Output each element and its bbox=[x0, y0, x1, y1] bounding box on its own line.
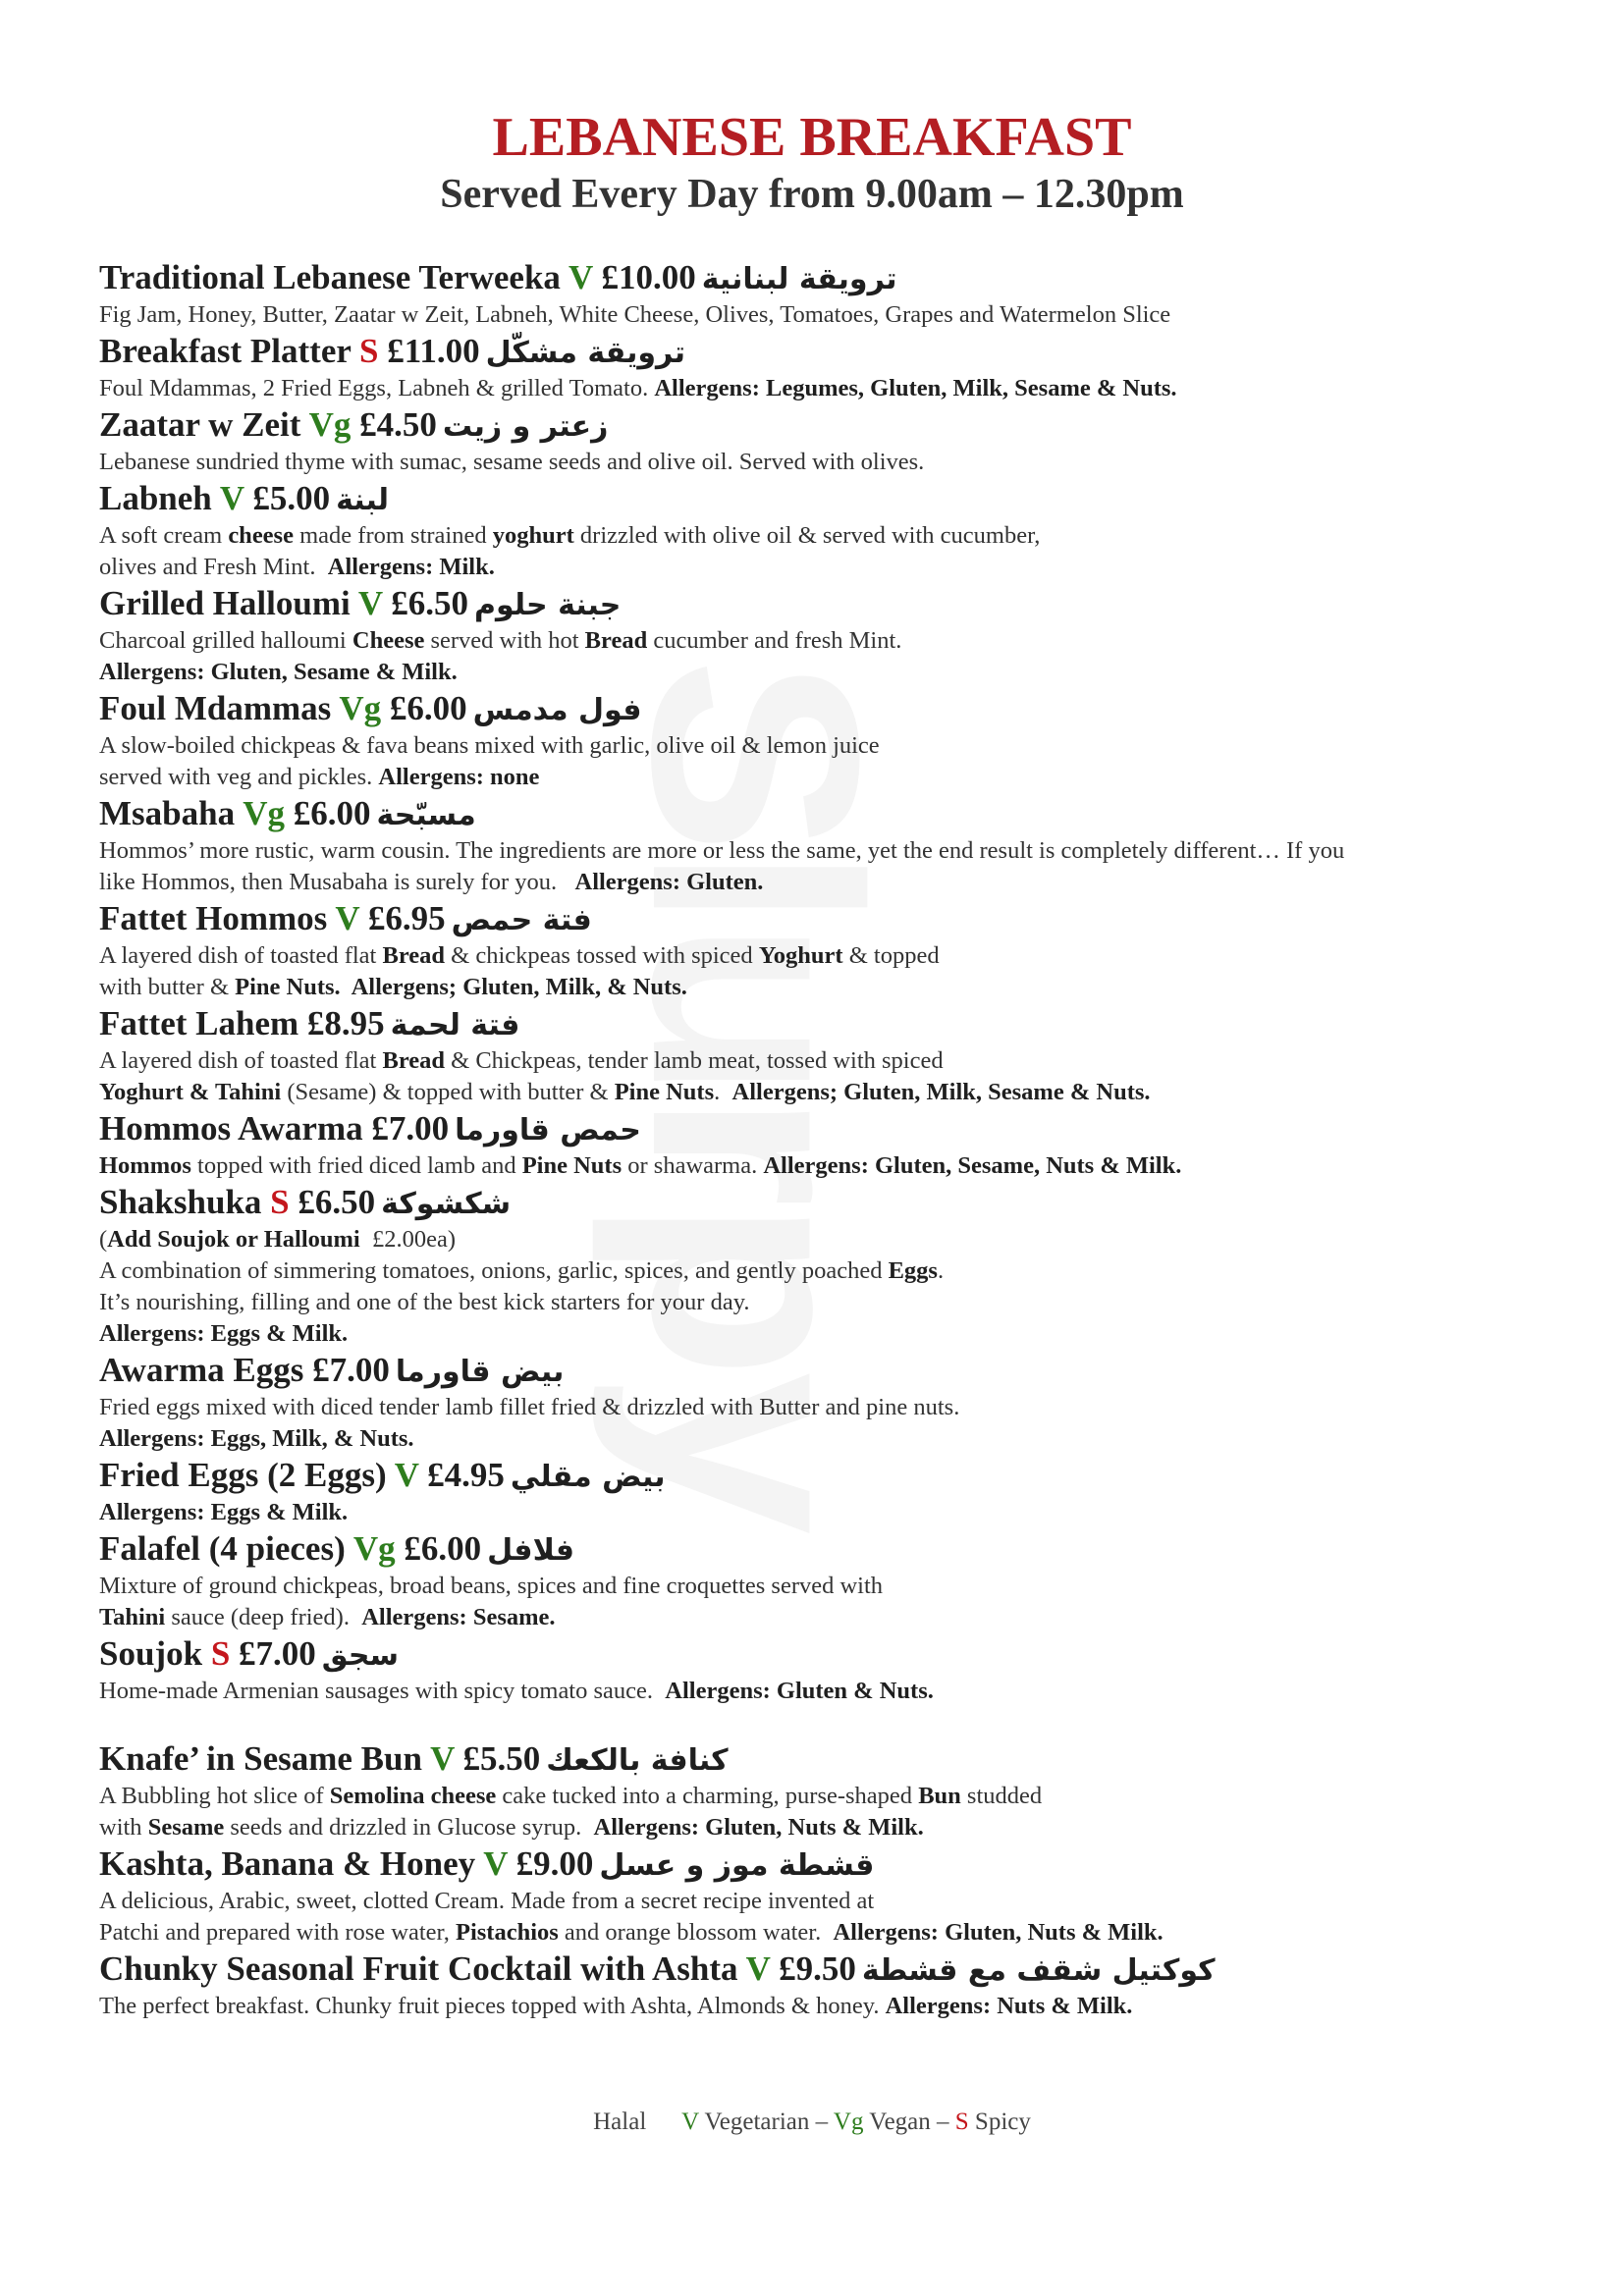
description-text: Allergens: Gluten, Sesame, Nuts & Milk. bbox=[763, 1152, 1182, 1179]
description-text: Fig Jam, Honey, Butter, Zaatar w Zeit, Labneh, White Cheese, Olives, Tomatoes, Grapes and Watermelon Slice bbox=[99, 301, 1171, 328]
menu-item-heading bbox=[99, 583, 1533, 625]
menu-item-description bbox=[99, 373, 1533, 404]
description-text: served with hot bbox=[424, 627, 585, 654]
description-text: sauce (deep fried). bbox=[165, 1604, 362, 1630]
menu-item-name: Fattet Hommos bbox=[99, 899, 328, 937]
menu-item-heading bbox=[99, 404, 1533, 447]
menu-item-description bbox=[99, 1224, 1533, 1350]
description-text: Yoghurt & Tahini bbox=[99, 1079, 282, 1105]
legend bbox=[0, 2109, 1624, 2136]
description-text: Allergens: none bbox=[378, 764, 540, 790]
menu-item-price: £8.95 bbox=[306, 1004, 385, 1042]
menu-item-price: £6.00 bbox=[404, 1529, 482, 1568]
description-text: Pine Nuts bbox=[614, 1079, 715, 1105]
menu-item-name: Traditional Lebanese Terweeka bbox=[99, 258, 561, 296]
menu-item-heading bbox=[99, 1108, 1533, 1150]
menu-item-name: Chunky Seasonal Fruit Cocktail with Ashta bbox=[99, 1949, 738, 1988]
menu-item-price: £9.50 bbox=[779, 1949, 856, 1988]
description-text: £2.00ea) bbox=[359, 1226, 457, 1253]
menu-item-arabic-name: جبنة حلوم bbox=[473, 588, 622, 622]
menu-item-name: Awarma Eggs bbox=[99, 1351, 304, 1389]
description-text: Tahini bbox=[99, 1604, 166, 1630]
menu-item-name: Foul Mdammas bbox=[99, 689, 332, 727]
menu-item bbox=[99, 1455, 1533, 1528]
diet-tag: S bbox=[210, 1634, 231, 1673]
page-title: LEBANESE BREAKFAST bbox=[492, 107, 1132, 168]
description-text: Allergens: Sesame. bbox=[361, 1604, 556, 1630]
menu-list bbox=[99, 257, 1533, 2022]
menu-item-heading bbox=[99, 1738, 1533, 1781]
description-text: & Chickpeas, tender lamb meat, tossed with spiced bbox=[445, 1047, 944, 1074]
halal-label: Halal bbox=[593, 2109, 647, 2135]
description-text: Home-made Armenian sausages with spicy tomato sauce. bbox=[99, 1678, 666, 1704]
description-text: Eggs bbox=[888, 1257, 938, 1284]
menu-item-heading bbox=[99, 478, 1533, 520]
diet-tag: Vg bbox=[352, 1529, 396, 1568]
menu-item bbox=[99, 1108, 1533, 1182]
menu-item bbox=[99, 478, 1533, 583]
menu-item bbox=[99, 1003, 1533, 1108]
description-text: Allergens: Gluten, Sesame & Milk. bbox=[99, 659, 458, 685]
description-text: A soft cream bbox=[99, 522, 229, 549]
diet-tag: S bbox=[270, 1183, 290, 1221]
diet-tag: V bbox=[745, 1949, 771, 1988]
description-text: The perfect breakfast. Chunky fruit pieces topped with Ashta, Almonds & honey. bbox=[99, 1993, 886, 2019]
menu-item-price: £7.00 bbox=[312, 1351, 390, 1389]
description-text: Allergens: Gluten, Nuts & Milk. bbox=[833, 1919, 1164, 1946]
menu-item-arabic-name: فتة حمص bbox=[451, 903, 592, 937]
legend-vg: Vg bbox=[833, 2109, 864, 2135]
description-text: Mixture of ground chickpeas, broad beans, spices and fine croquettes served with bbox=[99, 1573, 884, 1599]
menu-item-heading bbox=[99, 793, 1533, 835]
description-text: ( bbox=[99, 1226, 108, 1253]
description-text: studded bbox=[960, 1783, 1043, 1809]
menu-item-name: Kashta, Banana & Honey bbox=[99, 1844, 476, 1883]
description-text: yoghurt bbox=[492, 522, 574, 549]
description-text: Patchi and prepared with rose water, bbox=[99, 1919, 456, 1946]
description-text: (Sesame) & topped with butter & bbox=[281, 1079, 615, 1105]
menu-item-arabic-name: سجق bbox=[321, 1638, 399, 1673]
description-text: with butter & bbox=[99, 974, 236, 1000]
description-text: cake tucked into a charming, purse-shaped bbox=[496, 1783, 919, 1809]
menu-item-description bbox=[99, 1150, 1533, 1182]
description-text: Pistachios bbox=[455, 1919, 559, 1946]
description-text: A combination of simmering tomatoes, onions, garlic, spices, and gently poached bbox=[99, 1257, 889, 1284]
description-text: A delicious, Arabic, sweet, clotted Cream. Made from a secret recipe invented at bbox=[99, 1888, 875, 1914]
description-text: Hommos’ more rustic, warm cousin. The ingredients are more or less the same, yet the end result is completely different… If you bbox=[99, 837, 1345, 864]
description-text: Pine Nuts bbox=[521, 1152, 623, 1179]
description-text: with bbox=[99, 1814, 148, 1841]
description-text: Sesame bbox=[147, 1814, 225, 1841]
legend-v: V bbox=[681, 2109, 699, 2135]
description-text: & chickpeas tossed with spiced bbox=[445, 942, 759, 969]
diet-tag: V bbox=[568, 258, 593, 296]
menu-item-price: £7.00 bbox=[239, 1634, 316, 1673]
description-text: Allergens: Gluten, Nuts & Milk. bbox=[593, 1814, 924, 1841]
menu-item-arabic-name: ترويقة مشكّل bbox=[485, 336, 685, 370]
menu-item bbox=[99, 898, 1533, 1003]
menu-item-name: Fried Eggs (2 Eggs) bbox=[99, 1456, 387, 1494]
menu-item bbox=[99, 1738, 1533, 1843]
description-text: Fried eggs mixed with diced tender lamb fillet fried & drizzled with Butter and pine nuts. bbox=[99, 1394, 960, 1420]
description-text: made from strained bbox=[293, 522, 493, 549]
menu-item-name: Breakfast Platter bbox=[99, 332, 352, 370]
menu-item-heading bbox=[99, 688, 1533, 730]
menu-item-heading bbox=[99, 1455, 1533, 1497]
description-text: Yoghurt bbox=[758, 942, 843, 969]
description-text: Allergens: Eggs & Milk. bbox=[99, 1499, 349, 1525]
menu-item-description bbox=[99, 835, 1533, 898]
menu-item-arabic-name: بيض مقلي bbox=[510, 1460, 666, 1494]
description-text: It’s nourishing, filling and one of the best kick starters for your day. bbox=[99, 1289, 750, 1315]
description-text: Hommos bbox=[99, 1152, 191, 1179]
description-text: like Hommos, then Musabaha is surely for you. bbox=[99, 869, 575, 895]
description-text: A Bubbling hot slice of bbox=[99, 1783, 330, 1809]
menu-item-description bbox=[99, 1392, 1533, 1455]
description-text: Allergens: Eggs, Milk, & Nuts. bbox=[99, 1425, 414, 1452]
menu-item-arabic-name: فلافل bbox=[487, 1533, 574, 1568]
menu-item-name: Soujok bbox=[99, 1634, 203, 1673]
description-text: A slow-boiled chickpeas & fava beans mixed with garlic, olive oil & lemon juice bbox=[99, 732, 880, 759]
description-text: . bbox=[714, 1079, 732, 1105]
description-text: cheese bbox=[228, 522, 294, 549]
menu-item-arabic-name: لبنة bbox=[336, 483, 390, 517]
legend-s-text: Spicy bbox=[968, 2109, 1031, 2135]
menu-item bbox=[99, 1949, 1533, 2022]
menu-item bbox=[99, 1528, 1533, 1633]
description-text: olives and Fresh Mint. bbox=[99, 554, 328, 580]
description-text: cucumber and fresh Mint. bbox=[647, 627, 902, 654]
diet-tag: V bbox=[394, 1456, 419, 1494]
description-text: drizzled with olive oil & served with cucumber, bbox=[573, 522, 1041, 549]
menu-item-price: £5.00 bbox=[252, 479, 331, 517]
menu-item-arabic-name: فتة لحمة bbox=[390, 1008, 520, 1042]
diet-tag: Vg bbox=[339, 689, 382, 727]
description-text: seeds and drizzled in Glucose syrup. bbox=[224, 1814, 594, 1841]
menu-item-name: Knafe’ in Sesame Bun bbox=[99, 1739, 422, 1778]
menu-item-arabic-name: مسبّحة bbox=[376, 798, 476, 832]
description-text: Bread bbox=[382, 1047, 446, 1074]
description-text: . bbox=[937, 1257, 945, 1284]
diet-tag: V bbox=[335, 899, 360, 937]
menu-item-price: £9.00 bbox=[515, 1844, 594, 1883]
menu-item-arabic-name: كوكتيل شقف مع قشطة bbox=[861, 1953, 1216, 1988]
menu-item-arabic-name: بيض قاورما bbox=[395, 1355, 565, 1389]
menu-item-heading bbox=[99, 1633, 1533, 1676]
description-text: served with veg and pickles. bbox=[99, 764, 379, 790]
menu-item-description bbox=[99, 1781, 1533, 1843]
menu-item-name: Fattet Lahem bbox=[99, 1004, 299, 1042]
diet-tag: S bbox=[359, 332, 379, 370]
menu-item-description bbox=[99, 1886, 1533, 1949]
menu-item bbox=[99, 1182, 1533, 1350]
menu-item-arabic-name: ترويقة لبنانية bbox=[701, 262, 897, 296]
menu-item-description bbox=[99, 520, 1533, 583]
menu-item-arabic-name: شكشوكة bbox=[381, 1187, 512, 1221]
description-text: and orange blossom water. bbox=[558, 1919, 834, 1946]
description-text: & topped bbox=[842, 942, 940, 969]
menu-item-description bbox=[99, 730, 1533, 793]
menu-item-arabic-name: زعتر و زيت bbox=[442, 409, 609, 444]
description-text: Allergens: Legumes, Gluten, Milk, Sesame & Nuts. bbox=[654, 375, 1177, 401]
menu-item-arabic-name: كنافة بالكعك bbox=[546, 1743, 729, 1778]
page-subtitle: Served Every Day from 9.00am – 12.30pm bbox=[440, 172, 1184, 217]
menu-item-heading bbox=[99, 1949, 1533, 1991]
description-text: topped with fried diced lamb and bbox=[190, 1152, 522, 1179]
menu-item-heading bbox=[99, 1182, 1533, 1224]
menu-item-heading bbox=[99, 331, 1533, 373]
legend-vg-text: Vegan – bbox=[863, 2109, 955, 2135]
menu-item-arabic-name: حمص قاورما bbox=[455, 1113, 641, 1148]
description-text: Cheese bbox=[352, 627, 425, 654]
menu-item-price: £5.50 bbox=[462, 1739, 541, 1778]
menu-item-price: £7.00 bbox=[371, 1109, 450, 1148]
menu-item-price: £10.00 bbox=[601, 258, 696, 296]
menu-item bbox=[99, 583, 1533, 688]
menu-item-description bbox=[99, 299, 1533, 331]
menu-item-heading bbox=[99, 1350, 1533, 1392]
menu-item bbox=[99, 1633, 1533, 1707]
menu-item bbox=[99, 793, 1533, 898]
menu-item-price: £4.95 bbox=[427, 1456, 505, 1494]
description-text: or shawarma. bbox=[622, 1152, 764, 1179]
menu-item-price: £11.00 bbox=[387, 332, 480, 370]
diet-tag: V bbox=[357, 584, 383, 622]
menu-item-price: £6.00 bbox=[389, 689, 467, 727]
menu-item-description bbox=[99, 1045, 1533, 1108]
menu-item-description bbox=[99, 1991, 1533, 2022]
menu-item-heading bbox=[99, 1843, 1533, 1886]
description-text: Allergens: Gluten. bbox=[574, 869, 764, 895]
description-text: A layered dish of toasted flat bbox=[99, 942, 383, 969]
description-text: Semolina cheese bbox=[329, 1783, 497, 1809]
menu-item-heading bbox=[99, 257, 1533, 299]
menu-item-description bbox=[99, 1497, 1533, 1528]
menu-item-name: Shakshuka bbox=[99, 1183, 262, 1221]
description-text: Bread bbox=[382, 942, 446, 969]
menu-item-name: Hommos Awarma bbox=[99, 1109, 363, 1148]
description-text: Allergens: Eggs & Milk. bbox=[99, 1320, 349, 1347]
description-text: Bun bbox=[918, 1783, 961, 1809]
description-text: Allergens: Nuts & Milk. bbox=[885, 1993, 1133, 2019]
menu-item-name: Msabaha bbox=[99, 794, 244, 832]
menu-item-price: £6.50 bbox=[391, 584, 468, 622]
diet-tag: V bbox=[219, 479, 244, 517]
description-text: Lebanese sundried thyme with sumac, sesame seeds and olive oil. Served with olives. bbox=[99, 449, 925, 475]
menu-item-heading bbox=[99, 1003, 1533, 1045]
menu-item bbox=[99, 331, 1533, 404]
diet-tag: V bbox=[483, 1844, 508, 1883]
menu-item bbox=[99, 257, 1533, 331]
menu-item-arabic-name: قشطة موز و عسل bbox=[599, 1848, 875, 1883]
menu-item bbox=[99, 688, 1533, 793]
menu-item-arabic-name: فول مدمس bbox=[472, 693, 642, 727]
menu-item-description bbox=[99, 1571, 1533, 1633]
diet-tag: V bbox=[430, 1739, 455, 1778]
description-text: Pine Nuts. Allergens; Gluten, Milk, & Nuts. bbox=[235, 974, 687, 1000]
diet-tag: Vg bbox=[308, 405, 352, 444]
menu-item-price: £6.95 bbox=[367, 899, 446, 937]
menu-item-description bbox=[99, 1676, 1533, 1707]
description-text: Foul Mdammas, 2 Fried Eggs, Labneh & grilled Tomato. bbox=[99, 375, 655, 401]
menu-item-name: Zaatar w Zeit bbox=[99, 405, 301, 444]
description-text: Bread bbox=[584, 627, 648, 654]
description-text: Allergens; Gluten, Milk, Sesame & Nuts. bbox=[731, 1079, 1151, 1105]
menu-item-name: Labneh bbox=[99, 479, 212, 517]
menu-item-heading bbox=[99, 1528, 1533, 1571]
description-text: A layered dish of toasted flat bbox=[99, 1047, 383, 1074]
menu-item bbox=[99, 1350, 1533, 1455]
menu-item-price: £6.50 bbox=[298, 1183, 376, 1221]
description-text: Allergens: Gluten & Nuts. bbox=[665, 1678, 934, 1704]
menu-item-description bbox=[99, 625, 1533, 688]
description-text: Charcoal grilled halloumi bbox=[99, 627, 352, 654]
menu-item-description bbox=[99, 940, 1533, 1003]
menu-item-name: Grilled Halloumi bbox=[99, 584, 351, 622]
menu-item-description bbox=[99, 447, 1533, 478]
legend-s: S bbox=[954, 2109, 969, 2135]
menu-item-name: Falafel (4 pieces) bbox=[99, 1529, 346, 1568]
menu-item-price: £4.50 bbox=[359, 405, 437, 444]
diet-tag: Vg bbox=[243, 794, 285, 832]
menu-item-price: £6.00 bbox=[293, 794, 371, 832]
description-text: Allergens: Milk. bbox=[327, 554, 495, 580]
menu-item bbox=[99, 404, 1533, 478]
menu-item bbox=[99, 1843, 1533, 1949]
menu-item-heading bbox=[99, 898, 1533, 940]
description-text: Add Soujok or Halloumi bbox=[107, 1226, 360, 1253]
legend-v-text: Vegetarian – bbox=[698, 2109, 834, 2135]
